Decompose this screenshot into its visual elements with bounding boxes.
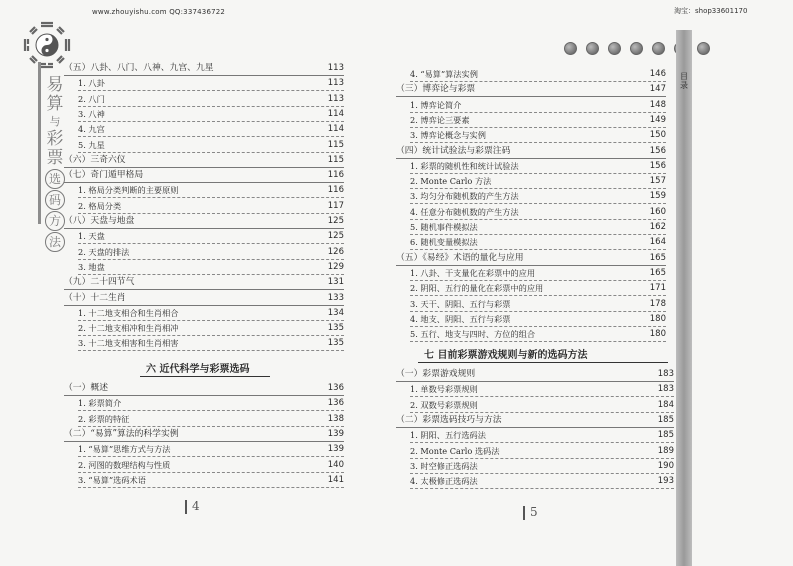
toc-entry-leader	[396, 96, 666, 97]
page-number-bracket	[185, 500, 187, 514]
toc-entry-leader	[78, 152, 344, 153]
toc-entry-leader	[410, 127, 666, 128]
toc-entry-title: 5. 随机事件模拟法	[410, 222, 478, 232]
toc-entry-page: 116	[327, 185, 344, 196]
toc-entry	[78, 307, 344, 320]
toc-entry	[64, 428, 344, 441]
toc-entry-leader	[78, 121, 344, 122]
toc-entry-leader	[64, 289, 344, 290]
toc-entry-page: 147	[649, 84, 666, 95]
page-number-bracket	[523, 506, 525, 520]
toc-entry-title: 4. 地支、阴阳、五行与彩票	[410, 313, 511, 324]
toc-entry	[410, 221, 666, 234]
toc-entry-leader	[410, 234, 666, 235]
toc-entry-leader	[410, 173, 666, 174]
right-page-number: 5	[530, 505, 538, 519]
toc-entry	[396, 252, 666, 265]
toc-entry	[410, 99, 666, 112]
toc-entry	[410, 129, 666, 142]
toc-entry-title: （一）彩票游戏规则	[396, 369, 476, 379]
toc-entry	[410, 475, 674, 488]
toc-entry-title: 1. 八卦	[78, 78, 105, 89]
title-char: 算	[46, 94, 64, 114]
toc-entry-title: 4. 任意分布随机数的产生方法	[410, 206, 519, 217]
right-toc-bottom	[396, 368, 674, 492]
toc-entry	[78, 184, 344, 197]
toc-entry-title: 4. 九宫	[78, 124, 105, 135]
shop-id-header: 淘宝：shop33601170	[674, 7, 748, 15]
toc-entry-title: 2. Monte Carlo 选码法	[410, 445, 500, 456]
site-url-header: www.zhouyishu.com QQ:337436722	[92, 8, 226, 16]
toc-entry-title: 5. 九星	[78, 139, 105, 150]
toc-entry-leader	[396, 427, 674, 428]
toc-entry	[396, 145, 666, 158]
toc-entry-leader	[410, 81, 666, 82]
toc-entry-title: （七）奇门遁甲格局	[64, 170, 144, 181]
toc-entry-page: 138	[327, 413, 344, 424]
left-toc-bottom	[64, 382, 344, 492]
toc-entry-page: 115	[327, 139, 344, 150]
toc-entry-leader	[64, 441, 344, 442]
toc-entry-leader	[64, 182, 344, 183]
toc-entry	[410, 236, 666, 249]
toc-entry-title: 1. 天盘	[78, 231, 105, 242]
toc-entry-leader	[396, 381, 674, 382]
toc-entry-title: 2. 八门	[78, 93, 105, 104]
toc-entry-leader	[410, 458, 674, 459]
toc-entry-leader	[410, 311, 666, 312]
toc-entry-page: 117	[327, 200, 344, 211]
toc-entry-page: 116	[327, 170, 344, 181]
toc-entry	[410, 267, 666, 280]
toc-entry-title: 3. 时空修正选码法	[410, 460, 478, 471]
toc-entry	[410, 282, 666, 295]
toc-entry-title: 1. 彩票的随机性和统计试验法	[410, 160, 519, 171]
right-toc-top	[396, 68, 666, 338]
toc-entry-page: 134	[327, 307, 344, 318]
chapter-seven-heading: 七 目前彩票游戏规则与新的选码方法	[424, 350, 588, 361]
toc-entry	[410, 160, 666, 173]
toc-entry-title: 1. 八卦、干支量化在彩票中的应用	[410, 267, 536, 278]
toc-entry-leader	[78, 487, 344, 488]
toc-entry-title: （九）二十四节气	[64, 277, 135, 288]
toc-entry-page: 160	[649, 206, 666, 217]
toc-entry-leader	[64, 228, 344, 229]
toc-entry-page: 139	[327, 444, 344, 455]
toc-entry	[64, 62, 344, 75]
toc-entry	[396, 368, 674, 381]
toc-entry-title: 3. 天干、阴阳、五行与彩票	[410, 298, 511, 309]
toc-entry-leader	[78, 335, 344, 336]
toc-entry-leader	[64, 305, 344, 306]
toc-entry-title: 2. 天盘的排法	[78, 246, 130, 257]
toc-entry-title: （八）天盘与地盘	[64, 216, 135, 226]
toc-entry	[78, 459, 344, 472]
toc-entry-leader	[78, 213, 344, 214]
toc-entry-title: （三）博弈论与彩票	[396, 84, 476, 95]
toc-entry-page: 189	[657, 445, 674, 456]
toc-entry-leader	[78, 90, 344, 91]
toc-entry	[78, 108, 344, 121]
toc-entry-title: 3. 八神	[78, 108, 105, 119]
toc-entry-page: 129	[327, 261, 344, 272]
symbol-icon	[630, 42, 643, 55]
toc-entry-leader	[410, 295, 666, 296]
spine-decorative-bar	[38, 62, 41, 224]
toc-entry	[64, 276, 344, 289]
toc-entry	[410, 206, 666, 219]
toc-entry-page: 180	[649, 329, 666, 340]
toc-entry-page: 156	[649, 145, 666, 156]
toc-entry-leader	[410, 442, 674, 443]
toc-entry-page: 185	[657, 414, 674, 425]
toc-entry-leader	[78, 106, 344, 107]
toc-entry-title: 6. 随机变量模拟法	[410, 237, 478, 248]
toc-entry-page: 113	[327, 63, 344, 73]
toc-entry-title: 1. 阴阳、五行选码法	[410, 430, 486, 441]
toc-entry-leader	[410, 396, 674, 397]
toc-entry-leader	[78, 456, 344, 457]
toc-entry-leader	[410, 341, 666, 342]
toc-entry-page: 156	[649, 160, 666, 171]
left-toc-top	[64, 62, 344, 354]
toc-entry-page: 185	[657, 430, 674, 441]
toc-entry-title: 4. 太极修正选码法	[410, 476, 478, 487]
toc-entry	[396, 83, 666, 96]
toc-entry	[78, 230, 344, 243]
toc-entry-title: 3. “易算”选码术语	[78, 474, 146, 485]
toc-entry-page: 125	[327, 231, 344, 242]
toc-entry-leader	[78, 274, 344, 275]
toc-entry-title: 1. 博弈论简介	[410, 99, 462, 110]
toc-entry-page: 113	[327, 78, 344, 89]
toc-entry-leader	[78, 472, 344, 473]
toc-entry	[410, 383, 674, 396]
toc-entry	[78, 77, 344, 90]
toc-entry-leader	[78, 136, 344, 137]
title-char: 码	[45, 190, 65, 210]
chapter-seven-underline	[418, 362, 668, 363]
toc-entry-page: 136	[327, 383, 344, 393]
toc-entry-leader	[78, 243, 344, 244]
toc-entry-leader	[410, 142, 666, 143]
toc-entry-page: 157	[649, 176, 666, 187]
toc-entry-page: 115	[327, 154, 344, 165]
toc-entry	[410, 445, 674, 458]
title-char: 法	[45, 232, 65, 252]
toc-entry	[64, 154, 344, 167]
title-char: 票	[46, 148, 64, 168]
toc-entry-title: 1. 格局分类判断的主要原则	[78, 185, 179, 196]
toc-entry-leader	[78, 350, 344, 351]
toc-entry-leader	[410, 280, 666, 281]
symbol-icon	[586, 42, 599, 55]
toc-entry-title: 2. 阴阳、五行的量化在彩票中的应用	[410, 283, 544, 294]
toc-entry-leader	[64, 75, 344, 76]
toc-entry-page: 140	[327, 459, 344, 470]
toc-entry-title: 2. 双数号彩票规则	[410, 399, 478, 410]
toc-entry-page: 162	[649, 222, 666, 232]
toc-entry-leader	[410, 249, 666, 250]
toc-entry	[78, 200, 344, 213]
title-char: 选	[45, 169, 65, 189]
title-char: 方	[45, 211, 65, 231]
toc-entry-leader	[64, 167, 344, 168]
page-ribbon	[676, 30, 692, 566]
toc-entry-leader	[410, 112, 666, 113]
toc-entry-leader	[410, 473, 674, 474]
title-char: 易	[46, 75, 64, 95]
toc-entry-leader	[410, 326, 666, 327]
toc-entry-title: 2. 博弈论三要素	[410, 114, 470, 125]
toc-entry-leader	[410, 488, 674, 489]
toc-entry-page: 139	[327, 428, 344, 439]
toc-entry-title: 2. 彩票的特征	[78, 413, 130, 424]
toc-entry	[410, 68, 666, 81]
toc-entry-title: （五）八卦、八门、八神、九宫、九星	[64, 63, 214, 73]
toc-entry-page: 184	[657, 399, 674, 410]
toc-entry-page: 141	[327, 474, 344, 485]
book-title-vertical	[44, 76, 66, 253]
toc-entry	[78, 337, 344, 350]
toc-entry-leader	[78, 410, 344, 411]
toc-entry-title: 1. 单数号彩票规则	[410, 384, 478, 395]
toc-entry	[78, 261, 344, 274]
toc-entry-page: 178	[649, 298, 666, 309]
toc-entry	[410, 328, 666, 341]
toc-entry-title: 3. 博弈论概念与实例	[410, 130, 486, 141]
toc-entry-page: 164	[649, 237, 666, 248]
toc-entry-title: 3. 地盘	[78, 261, 105, 272]
toc-entry	[64, 215, 344, 228]
toc-entry	[410, 190, 666, 203]
toc-entry-leader	[78, 259, 344, 260]
chapter-six-heading: 六 近代科学与彩票选码	[146, 364, 250, 375]
toc-entry-page: 190	[657, 460, 674, 471]
toc-entry-leader	[410, 219, 666, 220]
toc-entry	[78, 322, 344, 335]
toc-entry-page: 183	[657, 384, 674, 395]
toc-entry	[64, 169, 344, 182]
symbol-icon	[652, 42, 665, 55]
left-page-number: 4	[192, 499, 200, 513]
toc-entry-page: 193	[657, 476, 674, 487]
toc-entry	[410, 399, 674, 412]
chapter-six-underline	[140, 376, 270, 377]
toc-entry-title: （五）《易经》术语的量化与应用	[396, 252, 524, 263]
toc-entry-leader	[410, 203, 666, 204]
toc-entry-title: 2. Monte Carlo 方法	[410, 176, 492, 187]
toc-entry-title: 4. “易算”算法实例	[410, 69, 478, 79]
toc-entry-title: （六）三奇六仪	[64, 154, 126, 165]
toc-entry	[64, 382, 344, 395]
toc-entry-page: 136	[327, 398, 344, 409]
toc-entry	[410, 114, 666, 127]
toc-entry-page: 146	[649, 69, 666, 79]
toc-entry	[64, 292, 344, 305]
toc-entry-page: 183	[657, 369, 674, 379]
toc-entry	[410, 313, 666, 326]
title-char: 彩	[46, 129, 64, 149]
toc-entry-page: 125	[327, 216, 344, 226]
toc-entry-page: 114	[327, 124, 344, 135]
toc-entry-title: 2. 河图的数理结构与性质	[78, 459, 171, 470]
toc-entry-title: （二）“易算”算法的科学实例	[64, 428, 179, 439]
toc-entry	[78, 397, 344, 410]
symbol-icon	[564, 42, 577, 55]
contents-ribbon-label: 目录	[680, 72, 688, 90]
toc-entry-page: 180	[649, 313, 666, 324]
toc-entry-leader	[396, 265, 666, 266]
toc-entry-leader	[410, 188, 666, 189]
toc-entry-page: 135	[327, 338, 344, 349]
toc-entry-page: 114	[327, 108, 344, 119]
toc-entry-leader	[396, 158, 666, 159]
toc-entry	[78, 123, 344, 136]
toc-entry	[78, 443, 344, 456]
toc-entry-title: （四）统计试验法与彩票注码	[396, 145, 511, 156]
symbol-icon	[608, 42, 621, 55]
title-char: 与	[49, 115, 61, 128]
toc-entry	[78, 139, 344, 152]
toc-entry-page: 165	[649, 267, 666, 278]
toc-entry-page: 171	[649, 283, 666, 294]
toc-entry-title: 3. 均匀分布随机数的产生方法	[410, 191, 519, 202]
toc-entry-title: 5. 五行、地支与四时、方位的组合	[410, 329, 536, 340]
toc-entry-page: 159	[649, 191, 666, 202]
toc-entry	[78, 413, 344, 426]
toc-entry	[396, 414, 674, 427]
toc-entry-leader	[78, 320, 344, 321]
toc-entry	[78, 246, 344, 259]
toc-entry-title: （一）概述	[64, 383, 108, 393]
toc-entry	[78, 474, 344, 487]
toc-entry	[410, 460, 674, 473]
toc-entry-title: 2. 格局分类	[78, 200, 122, 211]
toc-entry-title: 1. 彩票简介	[78, 398, 122, 409]
toc-entry-page: 131	[327, 277, 344, 288]
toc-entry-page: 133	[327, 292, 344, 303]
toc-entry-leader	[78, 426, 344, 427]
toc-entry-title: （十）十二生肖	[64, 292, 126, 303]
toc-entry-page: 113	[327, 93, 344, 104]
toc-entry-page: 150	[649, 130, 666, 141]
toc-entry-title: 1. 十二地支相合和生肖相合	[78, 307, 179, 318]
toc-entry	[410, 429, 674, 442]
toc-entry	[410, 298, 666, 311]
toc-entry-leader	[410, 412, 674, 413]
toc-entry	[78, 93, 344, 106]
toc-entry-page: 135	[327, 323, 344, 334]
toc-entry	[410, 175, 666, 188]
toc-entry-page: 148	[649, 99, 666, 110]
toc-entry-leader	[78, 197, 344, 198]
toc-entry-title: （二）彩票选码技巧与方法	[396, 414, 502, 425]
toc-entry-title: 1. “易算”思维方式与方法	[78, 444, 171, 455]
toc-entry-title: 2. 十二地支相冲和生肖相冲	[78, 323, 179, 334]
toc-entry-page: 165	[649, 252, 666, 263]
toc-entry-title: 3. 十二地支相害和生肖相害	[78, 338, 179, 349]
toc-entry-page: 149	[649, 114, 666, 125]
symbol-icon	[697, 42, 710, 55]
toc-entry-leader	[64, 395, 344, 396]
toc-entry-page: 126	[327, 246, 344, 257]
